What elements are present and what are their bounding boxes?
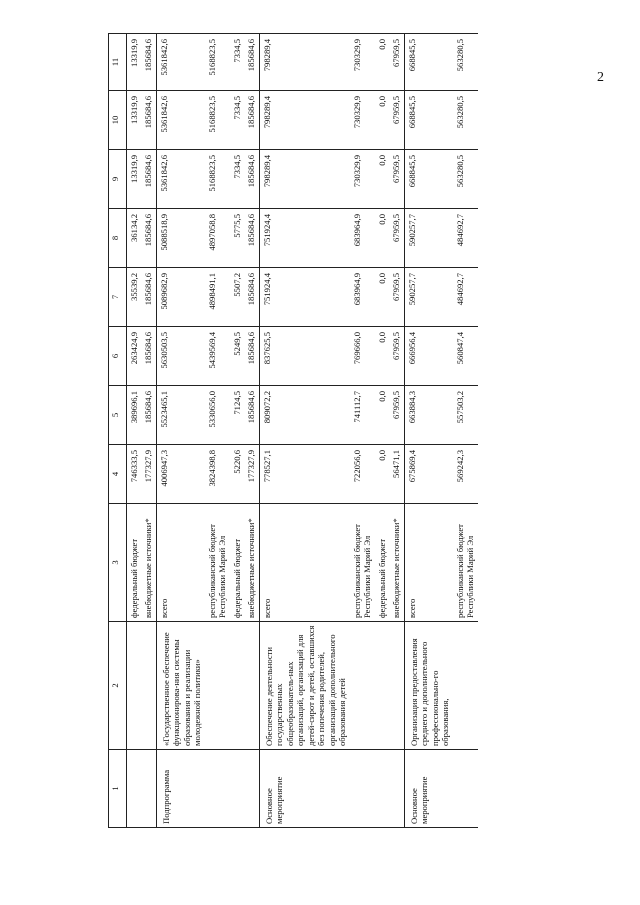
row-title-cell <box>141 622 156 750</box>
row-title-cell <box>230 622 244 750</box>
value-cell: 185684,6 <box>141 91 156 150</box>
value-cell: 683964,9 <box>350 209 375 268</box>
value-cell: 5088518,9 <box>156 209 204 268</box>
funding-source-cell: федеральный бюджет <box>375 504 389 622</box>
value-cell: 668845,5 <box>404 150 452 209</box>
value-cell: 5168823,5 <box>205 34 230 91</box>
value-cell: 185684,6 <box>244 268 259 327</box>
funding-source-cell: внебюджетные источники* <box>244 504 259 622</box>
funding-source-cell: всего <box>259 504 349 622</box>
value-cell: 5630503,5 <box>156 327 204 386</box>
table-row <box>404 34 452 828</box>
row-type-cell <box>389 750 404 828</box>
value-cell: 13319,9 <box>127 91 142 150</box>
funding-source-cell: внебюджетные источники* <box>141 504 156 622</box>
value-cell: 5089682,9 <box>156 268 204 327</box>
value-cell: 185684,6 <box>244 386 259 445</box>
value-cell: 0,0 <box>375 209 389 268</box>
value-cell: 837625,5 <box>259 327 349 386</box>
value-cell: 67959,5 <box>389 268 404 327</box>
funding-source-cell: федеральный бюджет <box>127 504 142 622</box>
value-cell: 13319,9 <box>127 150 142 209</box>
value-cell: 185684,6 <box>141 327 156 386</box>
value-cell: 751924,4 <box>259 209 349 268</box>
value-cell: 0,0 <box>375 327 389 386</box>
value-cell: 5361842,6 <box>156 91 204 150</box>
value-cell: 185684,6 <box>141 268 156 327</box>
row-title-cell <box>244 622 259 750</box>
column-header: 1 <box>109 750 127 828</box>
row-title-cell: Организация предоставления среднего и дополнительного профессионально-го образования, <box>404 622 452 750</box>
row-title-cell <box>375 622 389 750</box>
value-cell: 5249,5 <box>230 327 244 386</box>
value-cell: 185684,6 <box>141 209 156 268</box>
table-row <box>127 34 142 828</box>
value-cell: 185684,6 <box>141 34 156 91</box>
row-type-cell <box>375 750 389 828</box>
row-type-cell: Подпрограмма <box>156 750 204 828</box>
value-cell: 668845,5 <box>404 34 452 91</box>
row-title-cell <box>205 622 230 750</box>
page-number: 2 <box>597 70 604 85</box>
row-type-cell <box>230 750 244 828</box>
value-cell: 3824398,8 <box>205 445 230 504</box>
table-row <box>375 34 389 828</box>
column-header: 4 <box>109 445 127 504</box>
value-cell: 0,0 <box>375 386 389 445</box>
value-cell: 590257,7 <box>404 268 452 327</box>
value-cell: 590257,7 <box>404 209 452 268</box>
value-cell: 4898491,1 <box>205 268 230 327</box>
value-cell: 185684,6 <box>244 91 259 150</box>
value-cell: 722056,0 <box>350 445 375 504</box>
value-cell: 67959,5 <box>389 150 404 209</box>
row-type-cell <box>141 750 156 828</box>
row-title-cell <box>389 622 404 750</box>
table-row <box>156 34 204 828</box>
funding-source-cell: республиканский бюджет Республики Марий Эл <box>350 504 375 622</box>
value-cell: 5330656,0 <box>205 386 230 445</box>
row-title-cell <box>127 622 142 750</box>
funding-source-cell: всего <box>404 504 452 622</box>
table-row <box>389 34 404 828</box>
funding-source-cell: республиканский бюджет Республики Марий Эл <box>453 504 478 622</box>
value-cell: 563280,5 <box>453 150 478 209</box>
table-row <box>244 34 259 828</box>
column-header: 8 <box>109 209 127 268</box>
value-cell: 185684,6 <box>244 209 259 268</box>
table-body <box>127 34 478 828</box>
value-cell: 7334,5 <box>230 91 244 150</box>
value-cell: 0,0 <box>375 34 389 91</box>
funding-source-cell: всего <box>156 504 204 622</box>
table-row <box>259 34 349 828</box>
row-title-cell: Обеспечение деятельности государственных общеобразователь-ных организаций, организаций для детей-сирот и детей, оставшихся без попечения родителей, организаций дополнительного образования детей <box>259 622 349 750</box>
column-header: 3 <box>109 504 127 622</box>
value-cell: 5168823,5 <box>205 91 230 150</box>
value-cell: 5220,6 <box>230 445 244 504</box>
value-cell: 0,0 <box>375 445 389 504</box>
value-cell: 185684,6 <box>141 150 156 209</box>
value-cell: 5168823,5 <box>205 150 230 209</box>
value-cell: 5361842,6 <box>156 150 204 209</box>
value-cell: 185684,6 <box>141 386 156 445</box>
value-cell: 4006947,3 <box>156 445 204 504</box>
value-cell: 730329,9 <box>350 91 375 150</box>
value-cell: 668845,5 <box>404 91 452 150</box>
value-cell: 484692,7 <box>453 209 478 268</box>
row-title-cell: «Государственное обеспечение функционирова-ния системы образования и реализации молодежной политики» <box>156 622 204 750</box>
value-cell: 67959,5 <box>389 386 404 445</box>
value-cell: 557503,2 <box>453 386 478 445</box>
value-cell: 778527,1 <box>259 445 349 504</box>
row-type-cell <box>350 750 375 828</box>
value-cell: 0,0 <box>375 91 389 150</box>
header-row <box>109 34 127 828</box>
value-cell: 185684,6 <box>244 150 259 209</box>
column-header: 6 <box>109 327 127 386</box>
value-cell: 663884,3 <box>404 386 452 445</box>
column-header: 5 <box>109 386 127 445</box>
value-cell: 7334,5 <box>230 34 244 91</box>
row-type-cell <box>205 750 230 828</box>
row-title-cell <box>453 622 478 750</box>
value-cell: 389696,1 <box>127 386 142 445</box>
value-cell: 798289,4 <box>259 91 349 150</box>
value-cell: 563280,5 <box>453 91 478 150</box>
table-row <box>350 34 375 828</box>
value-cell: 7334,5 <box>230 150 244 209</box>
value-cell: 5507,2 <box>230 268 244 327</box>
value-cell: 809072,2 <box>259 386 349 445</box>
row-type-cell: Основное мероприятие <box>259 750 349 828</box>
value-cell: 798289,4 <box>259 150 349 209</box>
row-type-cell <box>453 750 478 828</box>
value-cell: 5439569,4 <box>205 327 230 386</box>
column-header: 10 <box>109 91 127 150</box>
column-header: 11 <box>109 34 127 91</box>
value-cell: 730329,9 <box>350 150 375 209</box>
value-cell: 741112,7 <box>350 386 375 445</box>
value-cell: 4897058,8 <box>205 209 230 268</box>
value-cell: 563280,5 <box>453 34 478 91</box>
value-cell: 0,0 <box>375 268 389 327</box>
column-header: 9 <box>109 150 127 209</box>
rotated-table-container <box>108 34 628 828</box>
row-type-cell: Основное мероприятие <box>404 750 452 828</box>
row-type-cell <box>127 750 142 828</box>
value-cell: 751924,4 <box>259 268 349 327</box>
value-cell: 7124,5 <box>230 386 244 445</box>
funding-source-cell: федеральный бюджет <box>230 504 244 622</box>
value-cell: 569242,3 <box>453 445 478 504</box>
value-cell: 666956,4 <box>404 327 452 386</box>
value-cell: 67959,5 <box>389 34 404 91</box>
value-cell: 0,0 <box>375 150 389 209</box>
value-cell: 560847,4 <box>453 327 478 386</box>
funding-source-cell: внебюджетные источники* <box>389 504 404 622</box>
value-cell: 5775,5 <box>230 209 244 268</box>
budget-table <box>108 33 478 828</box>
value-cell: 67959,5 <box>389 209 404 268</box>
value-cell: 746333,5 <box>127 445 142 504</box>
table-row <box>230 34 244 828</box>
value-cell: 35539,2 <box>127 268 142 327</box>
value-cell: 67959,5 <box>389 91 404 150</box>
value-cell: 683964,9 <box>350 268 375 327</box>
value-cell: 5523465,1 <box>156 386 204 445</box>
value-cell: 177327,9 <box>141 445 156 504</box>
value-cell: 67959,5 <box>389 327 404 386</box>
column-header: 7 <box>109 268 127 327</box>
row-title-cell <box>350 622 375 750</box>
value-cell: 263424,9 <box>127 327 142 386</box>
value-cell: 13319,9 <box>127 34 142 91</box>
value-cell: 36134,2 <box>127 209 142 268</box>
funding-source-cell: республиканский бюджет Республики Марий Эл <box>205 504 230 622</box>
table-row <box>205 34 230 828</box>
value-cell: 484692,7 <box>453 268 478 327</box>
value-cell: 769666,0 <box>350 327 375 386</box>
value-cell: 798289,4 <box>259 34 349 91</box>
value-cell: 5361842,6 <box>156 34 204 91</box>
table-row <box>453 34 478 828</box>
value-cell: 675869,4 <box>404 445 452 504</box>
table-row <box>141 34 156 828</box>
column-header: 2 <box>109 622 127 750</box>
value-cell: 177327,9 <box>244 445 259 504</box>
value-cell: 185684,6 <box>244 34 259 91</box>
value-cell: 185684,6 <box>244 327 259 386</box>
row-type-cell <box>244 750 259 828</box>
value-cell: 56471,1 <box>389 445 404 504</box>
value-cell: 730329,9 <box>350 34 375 91</box>
